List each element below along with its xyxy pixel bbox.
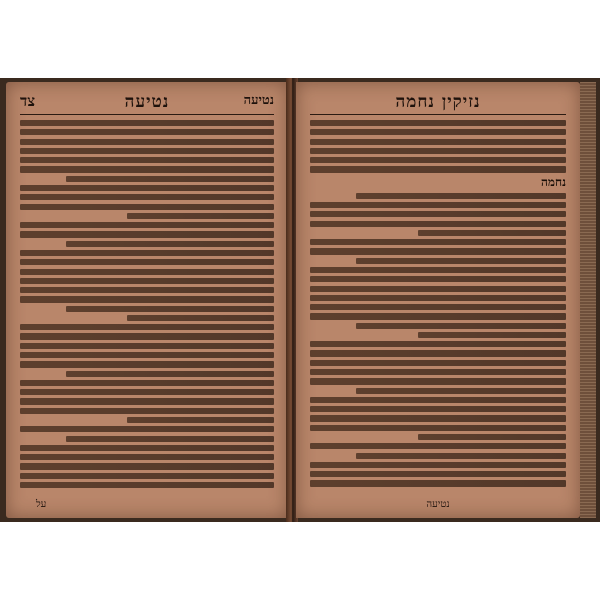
- text-line: [310, 360, 566, 366]
- left-page-catchword: על: [36, 499, 47, 510]
- text-line: [20, 324, 274, 330]
- right-page-header: [310, 92, 566, 115]
- text-line: [20, 398, 274, 404]
- text-line: [310, 295, 566, 301]
- text-line: [310, 462, 566, 468]
- text-line: [20, 157, 274, 163]
- text-line: [310, 341, 566, 347]
- text-line: [418, 434, 566, 440]
- right-page-footer-word: נטיעה: [426, 499, 450, 510]
- text-line: [310, 120, 566, 126]
- text-line: [310, 425, 566, 431]
- text-line: [310, 350, 566, 356]
- text-line: [20, 482, 274, 488]
- text-line: [310, 221, 566, 227]
- text-line: [310, 239, 566, 245]
- left-page-lead-word: נטיעה: [243, 93, 274, 108]
- right-page-text-block: [310, 120, 566, 492]
- entry-heading: נחמה: [540, 174, 566, 189]
- text-line: [310, 304, 566, 310]
- text-line: [310, 248, 566, 254]
- left-page-number: צד: [20, 92, 36, 110]
- text-line: [20, 389, 274, 395]
- text-line: [310, 211, 566, 217]
- text-line: [20, 473, 274, 479]
- text-line: [310, 157, 566, 163]
- text-line: [20, 408, 274, 414]
- text-line: [127, 213, 274, 219]
- open-book: [0, 78, 600, 522]
- text-line: [66, 241, 274, 247]
- text-line: [310, 378, 566, 384]
- right-page-title: נזיקין נחמה: [395, 92, 481, 112]
- text-line: [127, 417, 274, 423]
- text-line: [20, 120, 274, 126]
- text-line: [356, 258, 566, 264]
- text-line: [20, 287, 274, 293]
- text-line: [20, 204, 274, 210]
- text-line: [418, 332, 566, 338]
- text-line: [310, 480, 566, 486]
- text-line: [356, 193, 566, 199]
- text-line: [310, 286, 566, 292]
- text-line: [20, 222, 274, 228]
- text-line: [20, 278, 274, 284]
- text-line: [20, 139, 274, 145]
- left-page-header: [20, 92, 274, 115]
- text-line: [356, 388, 566, 394]
- text-line: [20, 463, 274, 469]
- text-line: [20, 194, 274, 200]
- text-line: [66, 176, 274, 182]
- text-line: [20, 426, 274, 432]
- text-line: [310, 267, 566, 273]
- text-line: [20, 343, 274, 349]
- text-line: [20, 445, 274, 451]
- text-line: [20, 259, 274, 265]
- text-line: [20, 129, 274, 135]
- text-line: [310, 443, 566, 449]
- text-line: [66, 306, 274, 312]
- text-line: [310, 369, 566, 375]
- text-line: [66, 371, 274, 377]
- text-line: [310, 166, 566, 172]
- text-line: [310, 313, 566, 319]
- text-line: [20, 296, 274, 302]
- text-line: [20, 361, 274, 367]
- text-line: [20, 231, 274, 237]
- text-line: [20, 250, 274, 256]
- text-line: [127, 315, 274, 321]
- text-line: [310, 406, 566, 412]
- text-line: [20, 166, 274, 172]
- text-line: [20, 454, 274, 460]
- text-line: [20, 352, 274, 358]
- text-line: [310, 139, 566, 145]
- text-line: [356, 323, 566, 329]
- text-line: [310, 276, 566, 282]
- text-line: [20, 148, 274, 154]
- text-line: [310, 202, 566, 208]
- text-line: [20, 380, 274, 386]
- page-edges: [580, 82, 596, 518]
- text-line: [356, 453, 566, 459]
- text-line: [310, 397, 566, 403]
- left-page-text-block: [20, 120, 274, 492]
- text-line: [20, 185, 274, 191]
- text-line: [310, 415, 566, 421]
- text-line: [66, 436, 274, 442]
- text-line: [20, 333, 274, 339]
- text-line: [310, 148, 566, 154]
- left-page: [6, 82, 288, 518]
- text-line: [20, 269, 274, 275]
- text-line: [310, 129, 566, 135]
- text-line: [418, 230, 566, 236]
- right-page: [296, 82, 580, 518]
- text-line: [310, 471, 566, 477]
- left-page-title: נטיעה: [124, 92, 170, 112]
